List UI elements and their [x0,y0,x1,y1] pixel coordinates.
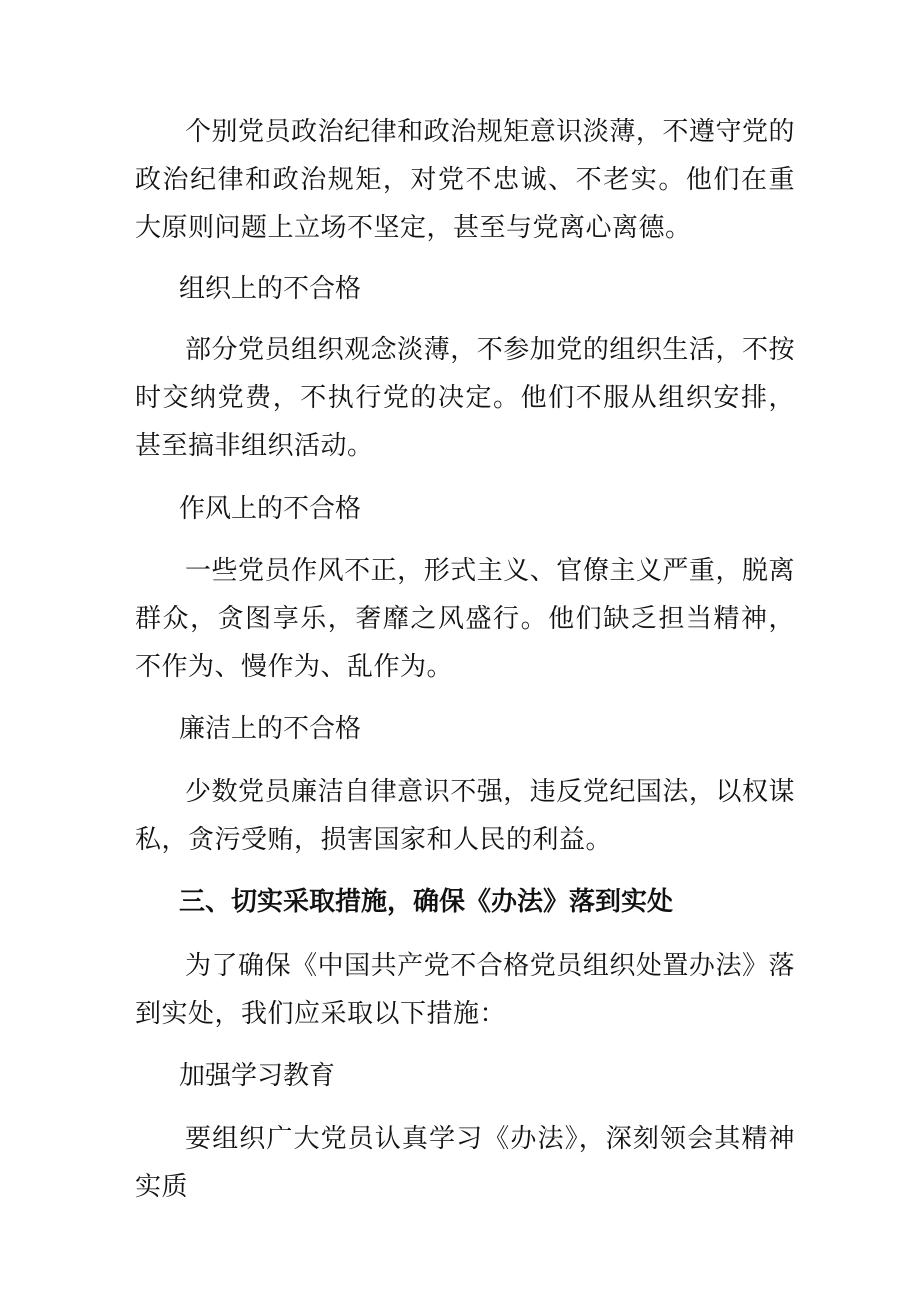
paragraph-study-education: 要组织广大党员认真学习《办法》，深刻领会其精神实质 [135,1124,795,1202]
paragraph-work-style: 一些党员作风不正，形式主义、官僚主义严重，脱离群众，贪图享乐，奢靡之风盛行。他们缺乏担当精神，不作为、慢作为、乱作为。 [135,556,795,682]
subheading-study-education: 加强学习教育 [179,1061,336,1091]
subheading-integrity: 廉洁上的不合格 [179,714,362,744]
paragraph-political-discipline: 个别党员政治纪律和政治规矩意识淡薄，不遵守党的政治纪律和政治规矩，对党不忠诚、不老实。他们在重大原则问题上立场不坚定，甚至与党离心离德。 [135,117,795,243]
paragraph-measures-intro: 为了确保《中国共产党不合格党员组织处置办法》落到实处，我们应采取以下措施： [135,951,795,1029]
subheading-work-style: 作风上的不合格 [179,494,362,524]
section-heading-three: 三、切实采取措施，确保《办法》落到实处 [179,887,674,917]
paragraph-organizational: 部分党员组织观念淡薄，不参加党的组织生活，不按时交纳党费，不执行党的决定。他们不服从组织安排，甚至搞非组织活动。 [135,335,795,461]
paragraph-integrity: 少数党员廉洁自律意识不强，违反党纪国法，以权谋私，贪污受贿，损害国家和人民的利益。 [135,777,795,855]
subheading-organizational: 组织上的不合格 [179,274,362,304]
